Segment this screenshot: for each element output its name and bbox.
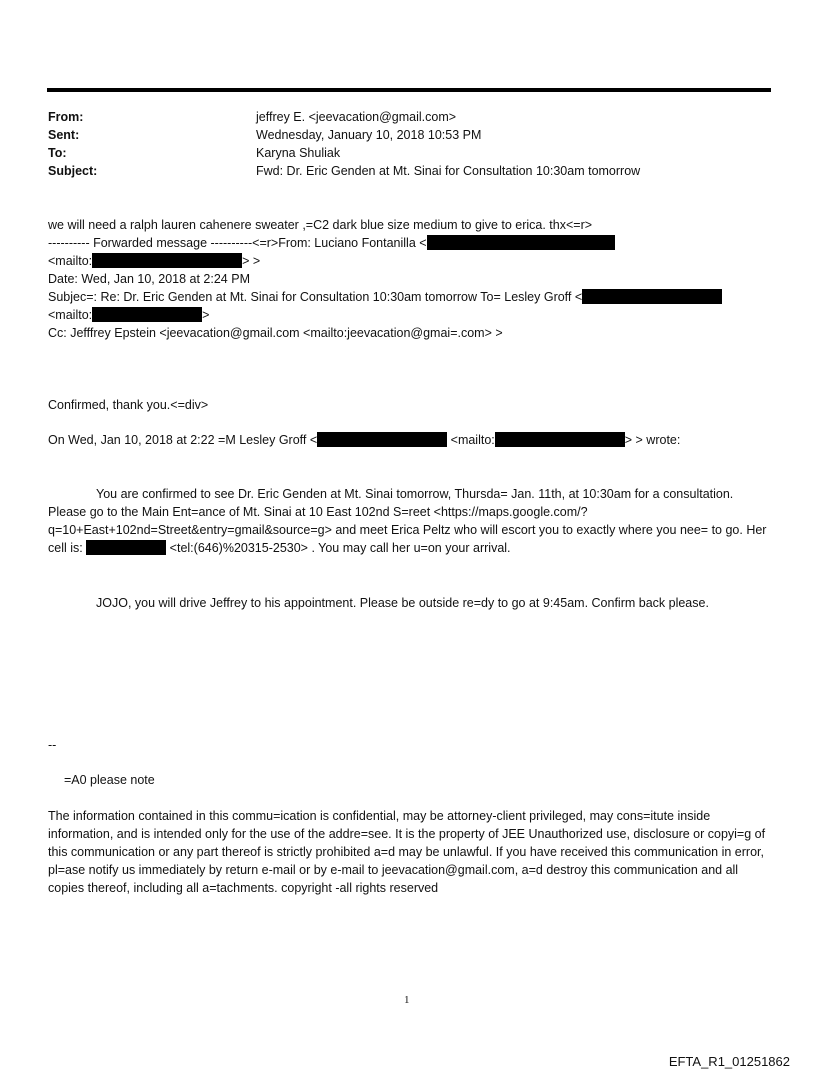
redaction-block [92,253,242,268]
disclaimer: The information contained in this commu=ication is confidential, may be attorney-client privileged, may cons=itute inside information, and is intended only for the use of the addre=see. It is the property of JEE Unauthorized use, disclosure or copyi=g of this communication or any part thereof is strictly prohibited a=d may be unlawful. If you have received this communication in error, pl=ase notify us immediately by return e-mail or by e-mail to jeevacation@gmail.com, a=d destroy this communication and all copies thereof, including all a=tachments. copyright -all rights reserved [48,809,766,895]
quoted-paragraph-2: JOJO, you will drive Jeffrey to his appointment. Please be outside re=dy to go at 9:45am. Confirm back please. [96,596,709,610]
body-line-cc: Cc: Jefffrey Epstein <jeevacation@gmail.com <mailto:jeevacation@gmai=.com> > [48,326,503,340]
redaction-block [495,432,625,447]
subject-to-text: Subjec=: Re: Dr. Eric Genden at Mt. Sinai for Consultation 10:30am tomorrow To= Lesley Groff < [48,290,583,304]
subject-value: Fwd: Dr. Eric Genden at Mt. Sinai for Consultation 10:30am tomorrow [256,164,641,178]
quote-mailto-prefix: <mailto: [450,433,495,447]
paragraph-text-continued: <tel:(646)%20315-2530> . You may call her u=on your arrival. [166,541,511,555]
body-line-3 [48,252,260,270]
quoted-paragraph-1 [48,485,768,557]
mailto-prefix: <mailto: [48,254,93,268]
forwarded-header: ---------- Forwarded message ----------<=r>From: Luciano Fontanilla < [48,236,427,250]
sent-label: Sent: [48,128,80,142]
to-label: To: [48,146,67,160]
quote-header-suffix: > > wrote: [624,433,681,447]
body-line-date: Date: Wed, Jan 10, 2018 at 2:24 PM [48,272,250,286]
quote-header [48,431,680,449]
redaction-block [92,307,202,322]
redaction-block [317,432,447,447]
mailto-prefix: <mailto: [48,308,93,322]
from-value: jeffrey E. <jeevacation@gmail.com> [256,110,457,124]
body-line-mailto-2 [48,306,209,324]
quote-header-text: On Wed, Jan 10, 2018 at 2:22 =M Lesley Groff < [48,433,318,447]
confirmed-line: Confirmed, thank you.<=div> [48,398,209,412]
mailto-suffix: > [202,308,210,322]
mailto-suffix: > > [242,254,261,268]
redaction-block [427,235,615,250]
header-rule [47,88,771,92]
body-line-1: we will need a ralph lauren cahenere sweater ,=C2 dark blue size medium to give to erica. thx<=r> [48,218,593,232]
from-label: From: [48,110,84,124]
body-line-2 [48,234,615,252]
please-note: =A0 please note [64,773,155,787]
redaction-block [582,289,722,304]
body-line-subject [48,288,722,306]
to-value: Karyna Shuliak [256,146,341,160]
paragraph-text: You are confirmed to see Dr. Eric Genden at Mt. Sinai tomorrow, Thursda= Jan. 11th, at 10:30am for a consultation. Please go to the Main Ent=ance of Mt. Sinai at 10 East 102nd S=reet <https://maps.google.com/?q=10+East+102nd=Street&entry=gmail&source=g> and meet Erica Peltz who will escort you to exactly where you nee= to go. Her cell is: [48,487,767,555]
subject-label: Subject: [48,164,98,178]
redaction-block [86,540,166,555]
sent-value: Wednesday, January 10, 2018 10:53 PM [256,128,482,142]
bates-number: EFTA_R1_01251862 [668,1054,790,1069]
page-number: 1 [404,994,410,1006]
signature-separator: -- [48,738,57,752]
